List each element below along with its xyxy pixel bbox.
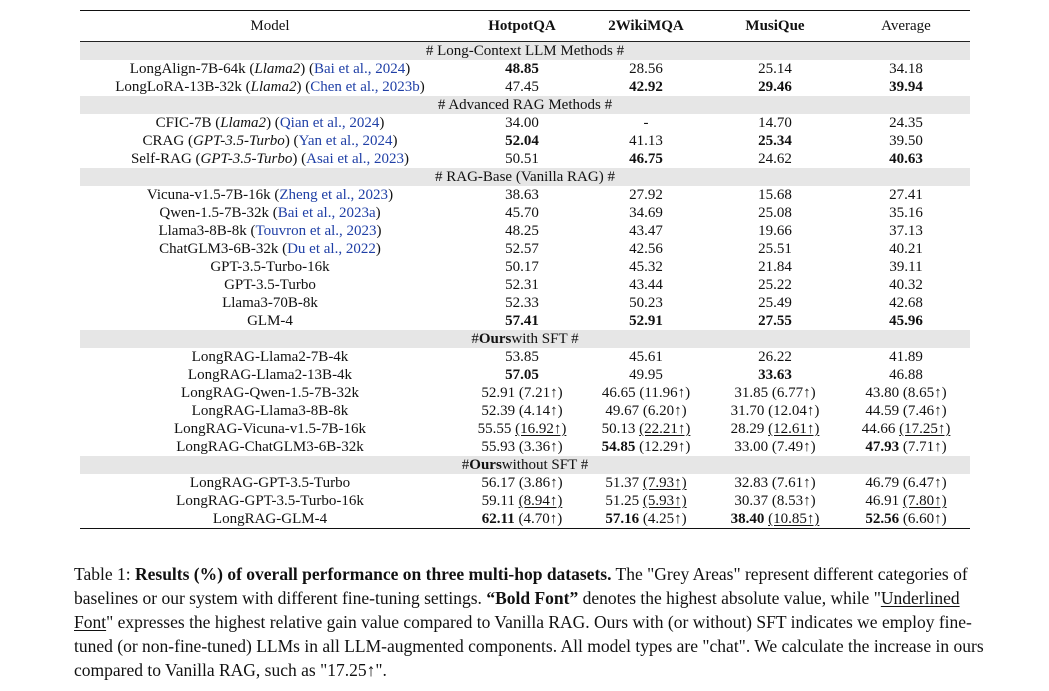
table-row: Qwen-1.5-7B-32k (Bai et al., 2023a) 45.70 34.69 25.08 35.16 (159, 205, 923, 221)
table-row: ChatGLM3-6B-32k (Du et al., 2022) 52.57 42.56 25.51 40.21 (159, 241, 923, 257)
table-row: LongRAG-ChatGLM3-6B-32k 55.93 (3.36↑) 54.85 (12.29↑) 33.00 (7.49↑) 47.93 (7.71↑) (176, 439, 947, 455)
table-row: CFIC-7B (Llama2) (Qian et al., 2024) 34.00 - 14.70 24.35 (155, 115, 923, 131)
table-row: LongAlign-7B-64k (Llama2) (Bai et al., 2024) 48.85 28.56 25.14 34.18 (129, 61, 923, 77)
header-2wikimqa: 2WikiMQA (608, 18, 684, 34)
header-model: Model (250, 18, 290, 34)
table-row: Self-RAG (GPT-3.5-Turbo) (Asai et al., 2023) 50.51 46.75 24.62 40.63 (130, 151, 923, 167)
table-row: GPT-3.5-Turbo-16k 50.17 45.32 21.84 39.11 (210, 259, 923, 275)
table-row: LongRAG-GLM-4 62.11 (4.70↑) 57.16 (4.25↑) 38.40 (10.85↑) 52.56 (6.60↑) (212, 511, 947, 527)
table-row: LongRAG-GPT-3.5-Turbo 56.17 (3.86↑) 51.37 (7.93↑) 32.83 (7.61↑) 46.79 (6.47↑) (189, 475, 947, 491)
section-header-ours-with-sft: # Ours with SFT # (80, 330, 970, 348)
table-header (80, 11, 970, 41)
header-musique: MusiQue (745, 18, 805, 34)
table-row: CRAG (GPT-3.5-Turbo) (Yan et al., 2024) 52.04 41.13 25.34 39.50 (142, 133, 923, 149)
table-row: Llama3-70B-8k 52.33 50.23 25.49 42.68 (222, 295, 923, 311)
header-hotpotqa: HotpotQA (488, 18, 556, 34)
table-row: LongRAG-GPT-3.5-Turbo-16k 59.11 (8.94↑) 51.25 (5.93↑) 30.37 (8.53↑) 46.91 (7.80↑) (176, 493, 947, 509)
table-row: GPT-3.5-Turbo 52.31 43.44 25.22 40.32 (224, 277, 923, 293)
table-row: Llama3-8B-8k (Touvron et al., 2023) 48.25 43.47 19.66 37.13 (158, 223, 923, 239)
table-row: GLM-4 57.41 52.91 27.55 45.96 (247, 313, 923, 329)
section-header-ours-without-sft: # Ours without SFT # (80, 456, 970, 474)
bottom-rule (80, 528, 970, 529)
section-header-rag-base: # RAG-Base (Vanilla RAG) # (80, 168, 970, 186)
table-row: LongLoRA-13B-32k (Llama2) (Chen et al., 2023b) 47.45 42.92 29.46 39.94 (115, 79, 923, 95)
caption-title: Results (%) of overall performance on three multi-hop datasets. (134, 564, 612, 584)
results-table (80, 10, 970, 529)
table-row: LongRAG-Qwen-1.5-7B-32k 52.91 (7.21↑) 46.65 (11.96↑) 31.85 (6.77↑) 43.80 (8.65↑) (181, 385, 947, 401)
caption-label: Table 1: (74, 564, 135, 584)
table-row: LongRAG-Llama2-7B-4k 53.85 45.61 26.22 41.89 (191, 349, 923, 365)
section-header-long-context: # Long-Context LLM Methods # (80, 42, 970, 60)
table-row: LongRAG-Llama2-13B-4k 57.05 49.95 33.63 46.88 (187, 367, 923, 383)
table-caption: Table 1: Results (%) of overall performance on three multi-hop datasets. The "Grey Areas" represent different categories of baselines or our system with different fine-tuning settings. “Bold Font” denotes the highest absolute value, while "Underlined Font" expresses the highest relative gain value compared to Vanilla RAG. Ours with (or without) SFT indicates we employ fine-tuned (or non-fine-tuned) LLMs in all LLM-augmented components. All model types are "chat". We calculate the increase in ours compared to Vanilla RAG, such as "17.25↑". (74, 564, 984, 680)
table-row: LongRAG-Llama3-8B-8k 52.39 (4.14↑) 49.67 (6.20↑) 31.70 (12.04↑) 44.59 (7.46↑) (191, 403, 947, 419)
header-average: Average (881, 18, 931, 34)
table-row: LongRAG-Vicuna-v1.5-7B-16k 55.55 (16.92↑) 50.13 (22.21↑) 28.29 (12.61↑) 44.66 (17.25↑) (174, 421, 951, 437)
table-row: Vicuna-v1.5-7B-16k (Zheng et al., 2023) 38.63 27.92 15.68 27.41 (146, 187, 923, 203)
section-header-advanced-rag: # Advanced RAG Methods # (80, 96, 970, 114)
